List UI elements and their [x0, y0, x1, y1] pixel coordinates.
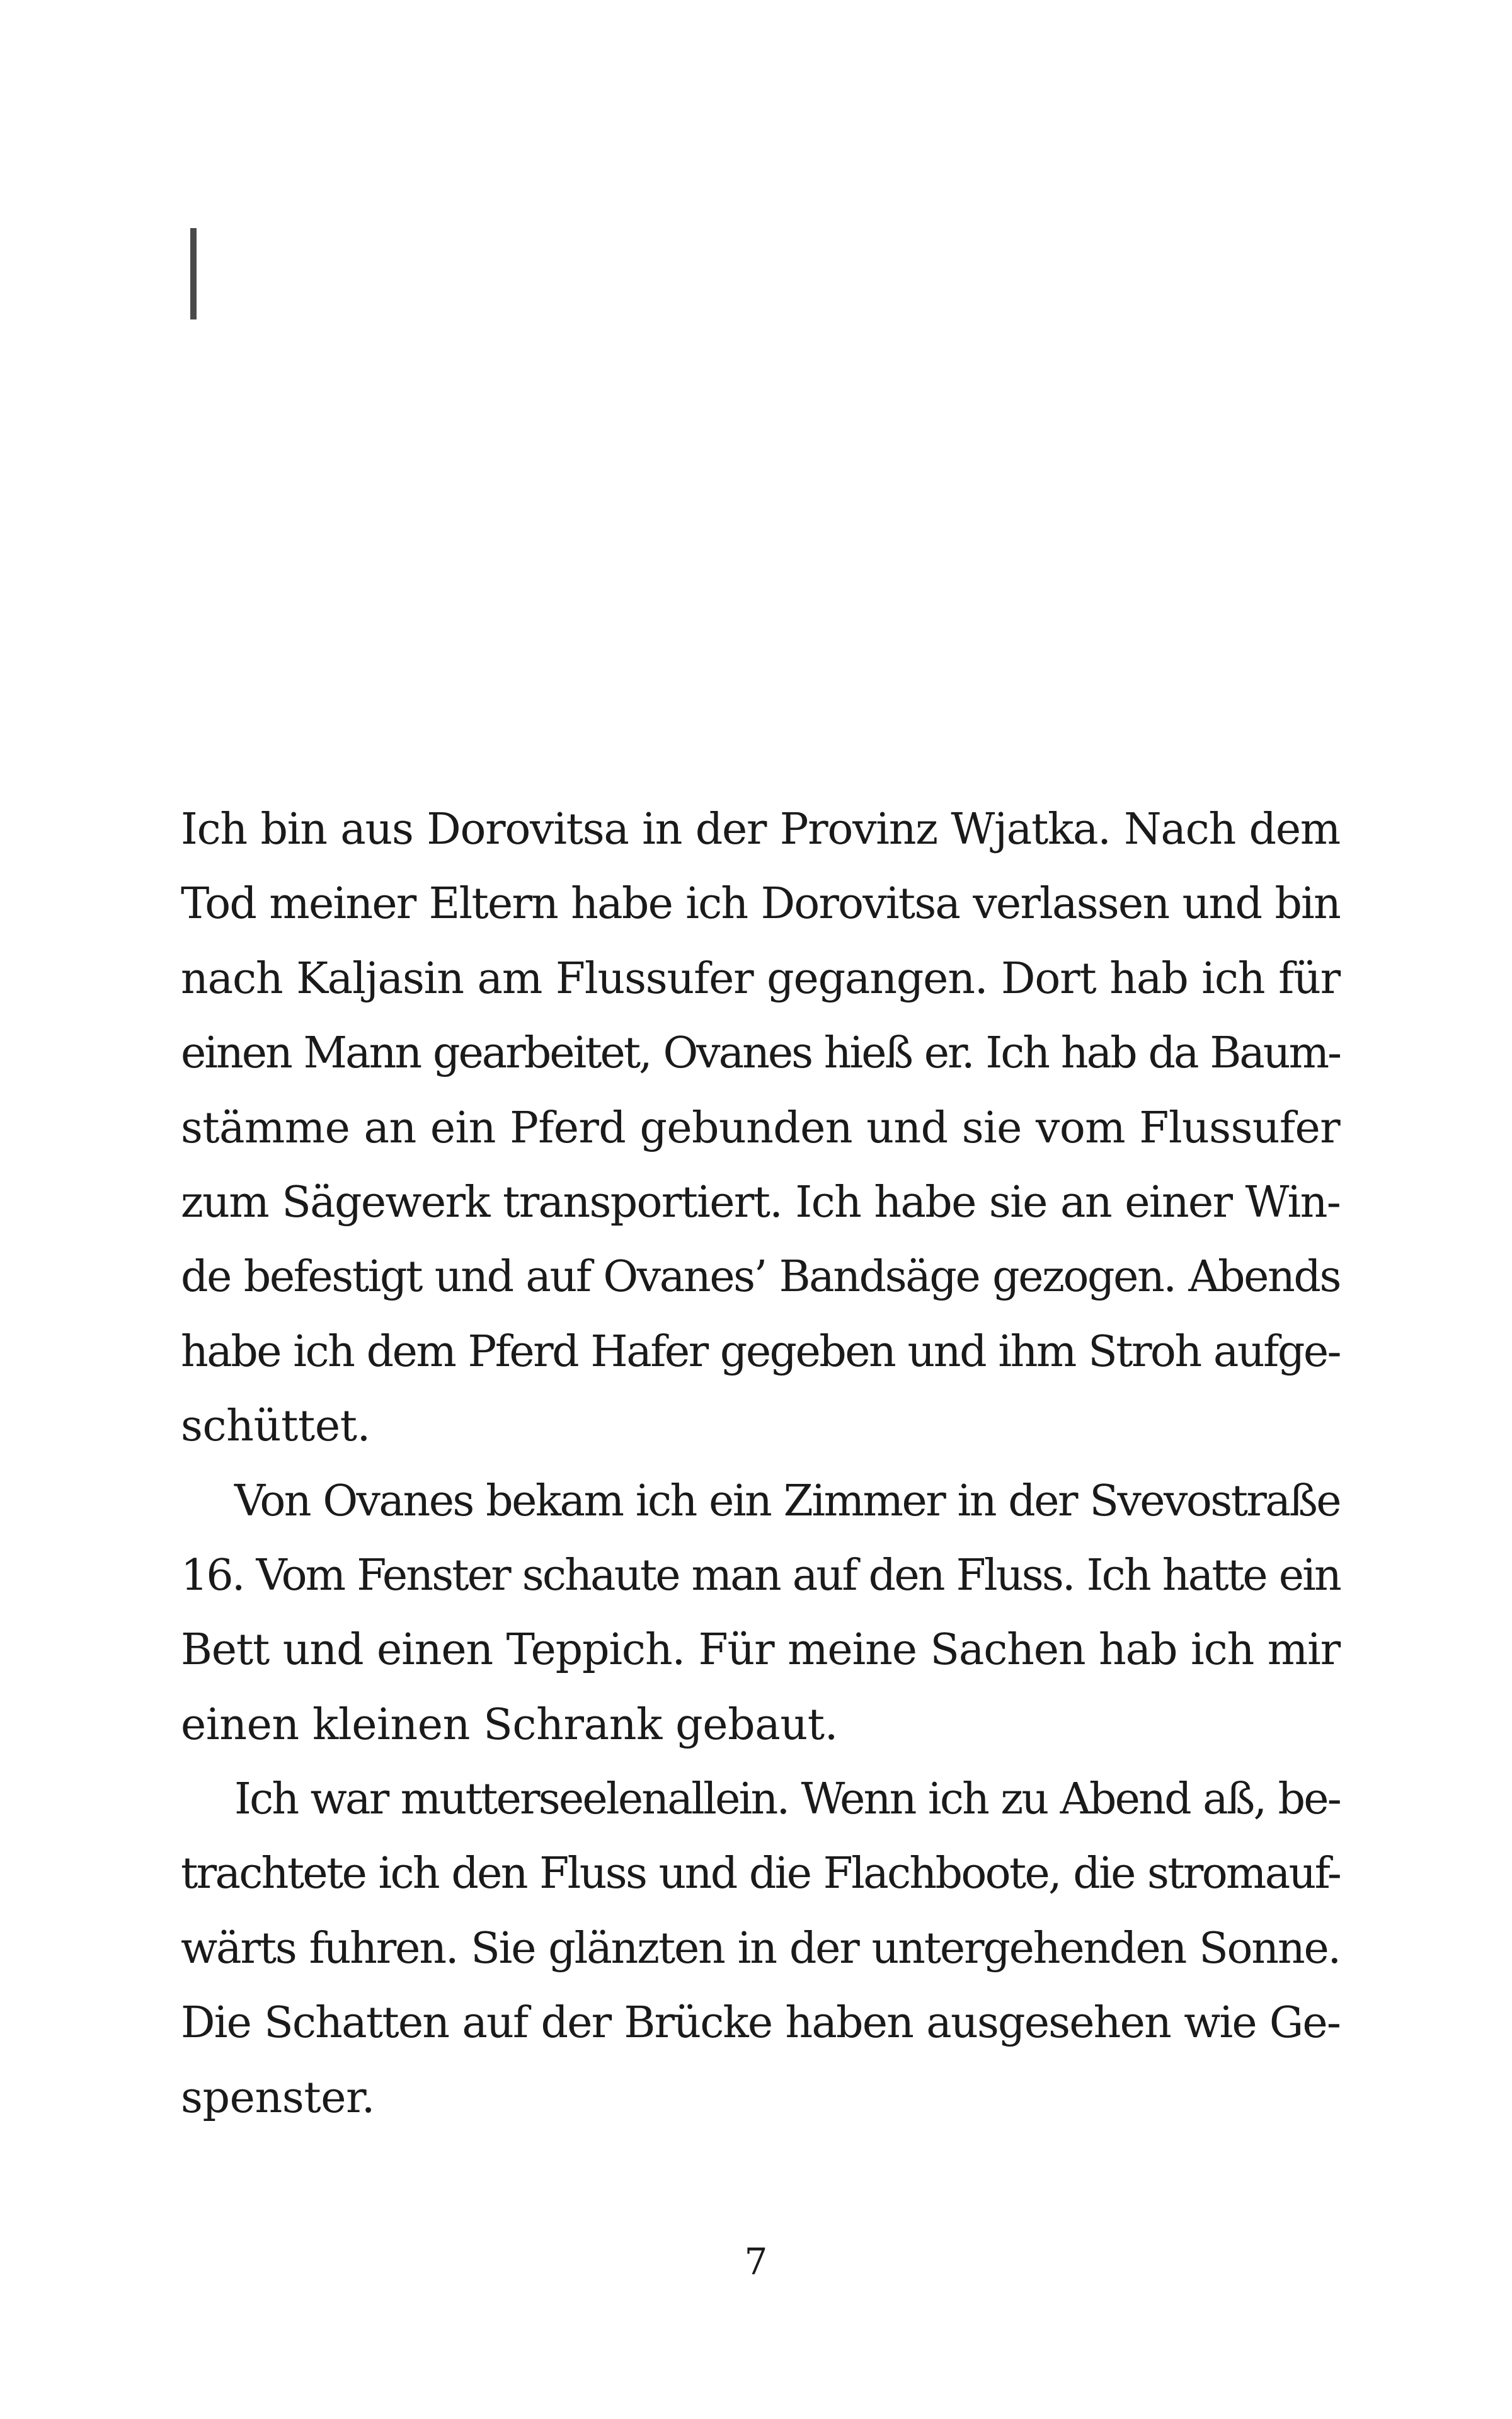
- text-line: einen Mann gearbeitet, Ovanes hieß er. Ich hab da Baum-: [181, 1028, 1340, 1079]
- text-line: einen kleinen Schrank gebaut.: [181, 1699, 838, 1750]
- text-line: Bett und einen Teppich. Für meine Sachen hab ich mir: [181, 1625, 1340, 1675]
- text-line: schüttet.: [181, 1401, 370, 1452]
- text-line: spenster.: [181, 2072, 375, 2123]
- text-line: trachtete ich den Fluss und die Flachboote, die stromauf-: [181, 1849, 1340, 1899]
- text-line: stämme an ein Pferd gebunden und sie vom Flussufer: [181, 1103, 1340, 1153]
- text-line: habe ich dem Pferd Hafer gegeben und ihm Stroh aufge-: [181, 1326, 1340, 1377]
- body-text: [181, 793, 1340, 2135]
- text-line: Die Schatten auf der Brücke haben ausgesehen wie Ge-: [181, 1998, 1340, 2048]
- chapter-marker-bar: [190, 228, 197, 319]
- text-line: Tod meiner Eltern habe ich Dorovitsa verlassen und bin: [181, 879, 1340, 929]
- text-line: wärts fuhren. Sie glänzten in der untergehenden Sonne.: [181, 1923, 1340, 1974]
- page-number: 7: [744, 2240, 768, 2283]
- text-line: 16. Vom Fenster schaute man auf den Fluss. Ich hatte ein: [181, 1550, 1340, 1600]
- text-line: Von Ovanes bekam ich ein Zimmer in der Svevostraße: [234, 1476, 1340, 1526]
- text-line: nach Kaljasin am Flussufer gegangen. Dort hab ich für: [181, 953, 1340, 1004]
- text-line: Ich bin aus Dorovitsa in der Provinz Wjatka. Nach dem: [181, 805, 1340, 854]
- text-line: de befestigt und auf Ovanes’ Bandsäge gezogen. Abends: [181, 1252, 1340, 1302]
- text-line: zum Sägewerk transportiert. Ich habe sie an einer Win-: [181, 1177, 1340, 1227]
- text-line: Ich war mutterseelenallein. Wenn ich zu Abend aß, be-: [234, 1774, 1340, 1825]
